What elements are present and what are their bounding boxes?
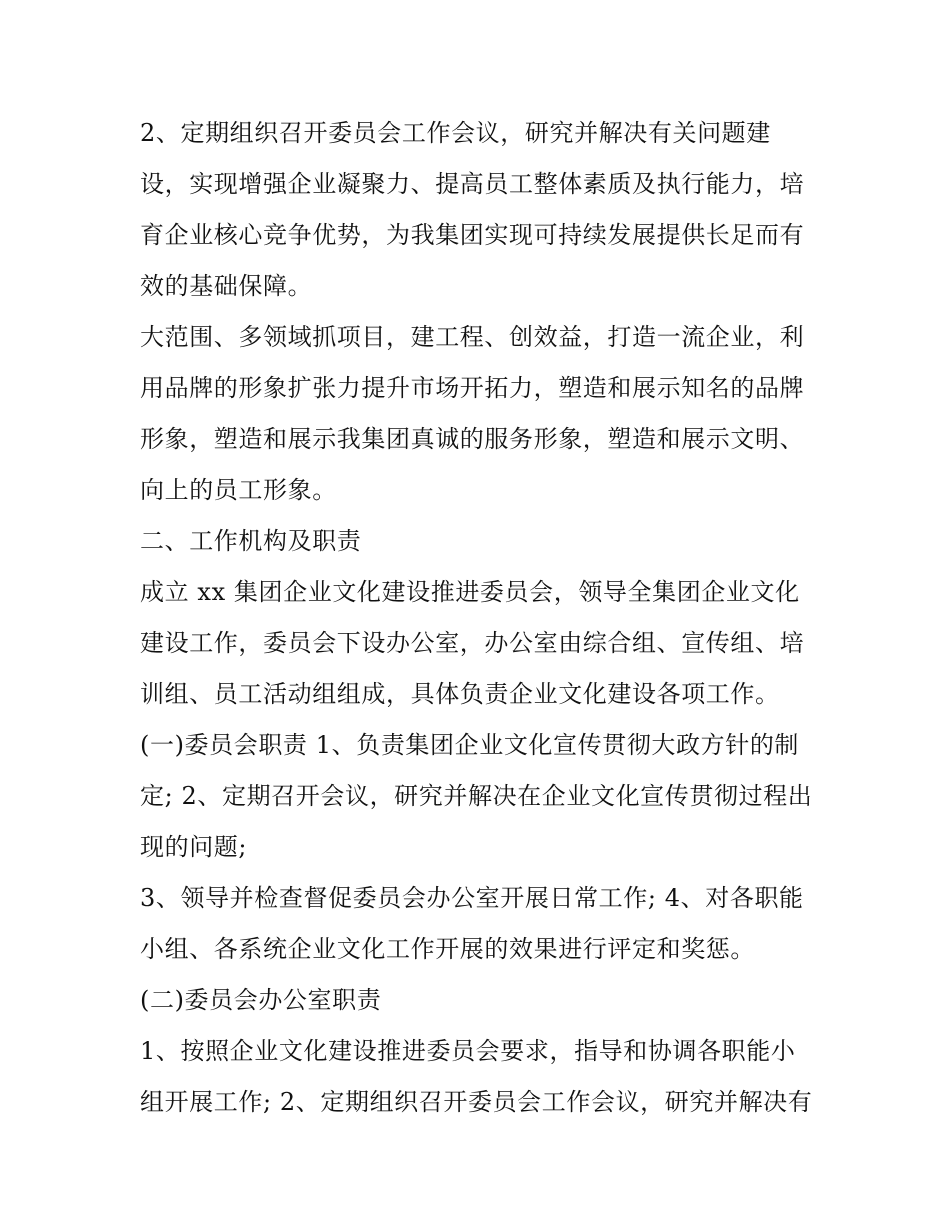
text-line: 用品牌的形象扩张力提升市场开拓力，塑造和展示知名的品牌 [140,374,805,402]
text-line: 设，实现增强企业凝聚力、提高员工整体素质及执行能力，培 [140,170,805,198]
text-line: (一)委员会职责 1、负责集团企业文化宣传贯彻大政方针的制 [140,731,800,759]
text-line: 小组、各系统企业文化工作开展的效果进行评定和奖惩。 [140,935,755,963]
text-line: 形象，塑造和展示我集团真诚的服务形象，塑造和展示文明、 [140,425,805,453]
text-line: 3、领导并检查督促委员会办公室开展日常工作; 4、对各职能 [140,884,804,912]
text-line: 1、按照企业文化建设推进委员会要求，指导和协调各职能小 [140,1037,796,1065]
text-line: 大范围、多领域抓项目，建工程、创效益，打造一流企业，利 [140,323,805,351]
subsection-heading: (二)委员会办公室职责 [140,986,382,1014]
text-line: 育企业核心竞争优势，为我集团实现可持续发展提供长足而有 [140,221,805,249]
text-line: 效的基础保障。 [140,272,313,300]
text-line: 向上的员工形象。 [140,476,337,504]
text-line: 成立 xx 集团企业文化建设推进委员会，领导全集团企业文化 [140,578,800,606]
document-body [140,108,820,1128]
section-heading: 二、工作机构及职责 [140,527,362,555]
text-line: 训组、员工活动组组成，具体负责企业文化建设各项工作。 [140,680,780,708]
text-line: 定; 2、定期召开会议，研究并解决在企业文化宣传贯彻过程出 [140,782,813,810]
text-line: 建设工作，委员会下设办公室，办公室由综合组、宣传组、培 [140,629,805,657]
text-line: 组开展工作; 2、定期组织召开委员会工作会议，研究并解决有 [140,1088,813,1116]
text-line: 现的问题; [140,833,248,861]
text-line: 2、定期组织召开委员会工作会议，研究并解决有关问题建 [140,119,771,147]
